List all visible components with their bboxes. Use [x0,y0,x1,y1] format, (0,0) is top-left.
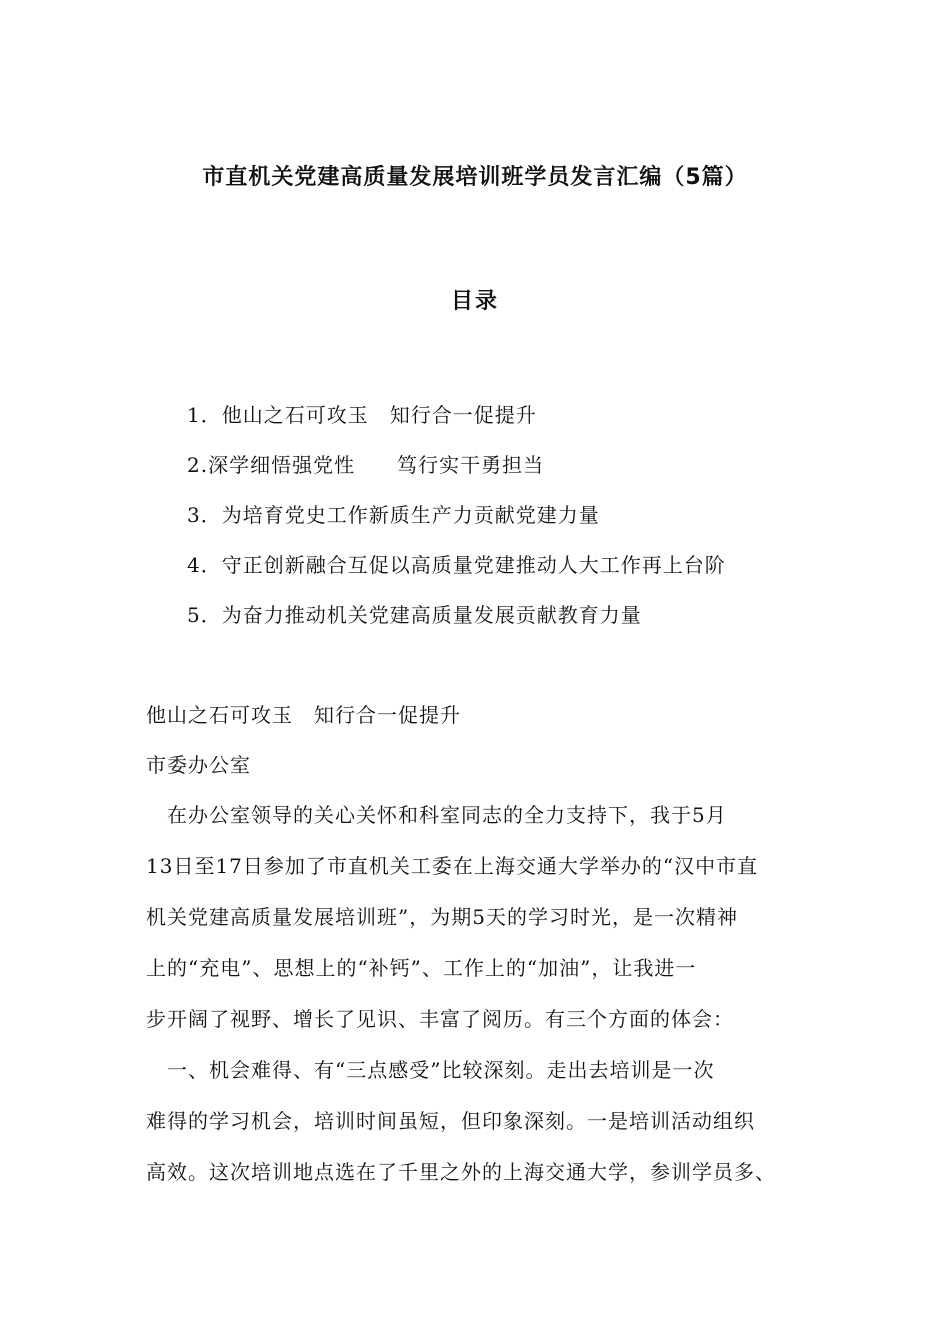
body-text-line: 步开阔了视野、增长了见识、丰富了阅历。有三个方面的体会： [146,1007,734,1031]
toc-heading: 目录 [450,289,499,314]
toc-item-3: 3．为培育党史工作新质生产力贡献党建力量 [187,503,600,527]
body-text-line: 高效。这次培训地点选在了千里之外的上海交通大学，参训学员多、 [146,1160,776,1184]
body-text-line: 13日至17日参加了市直机关工委在上海交通大学举办的“汉中市直 [146,854,759,878]
document-title: 市直机关党建高质量发展培训班学员发言汇编（5篇） [202,165,748,190]
article-author: 市委办公室 [146,753,251,777]
toc-item-1: 1．他山之石可攻玉 知行合一促提升 [187,403,537,427]
toc-item-4: 4．守正创新融合互促以高质量党建推动人大工作再上台阶 [187,553,726,577]
body-text-line: 难得的学习机会，培训时间虽短，但印象深刻。一是培训活动组织 [146,1109,755,1133]
toc-item-2: 2.深学细悟强党性 笃行实干勇担当 [187,453,545,477]
body-text-line: 一、机会难得、有“三点感受”比较深刻。走出去培训是一次 [146,1058,715,1082]
table-of-contents [187,398,887,648]
article-section [146,698,826,1206]
body-text-line: 上的“充电”、思想上的“补钙”、工作上的“加油”，让我进一 [146,956,697,980]
body-text-line: 机关党建高质量发展培训班”，为期5天的学习时光，是一次精神 [146,905,738,929]
body-text-line: 在办公室领导的关心关怀和科室同志的全力支持下，我于5月 [146,803,727,827]
toc-item-5: 5．为奋力推动机关党建高质量发展贡献教育力量 [187,603,642,627]
article-title: 他山之石可攻玉 知行合一促提升 [146,703,461,727]
